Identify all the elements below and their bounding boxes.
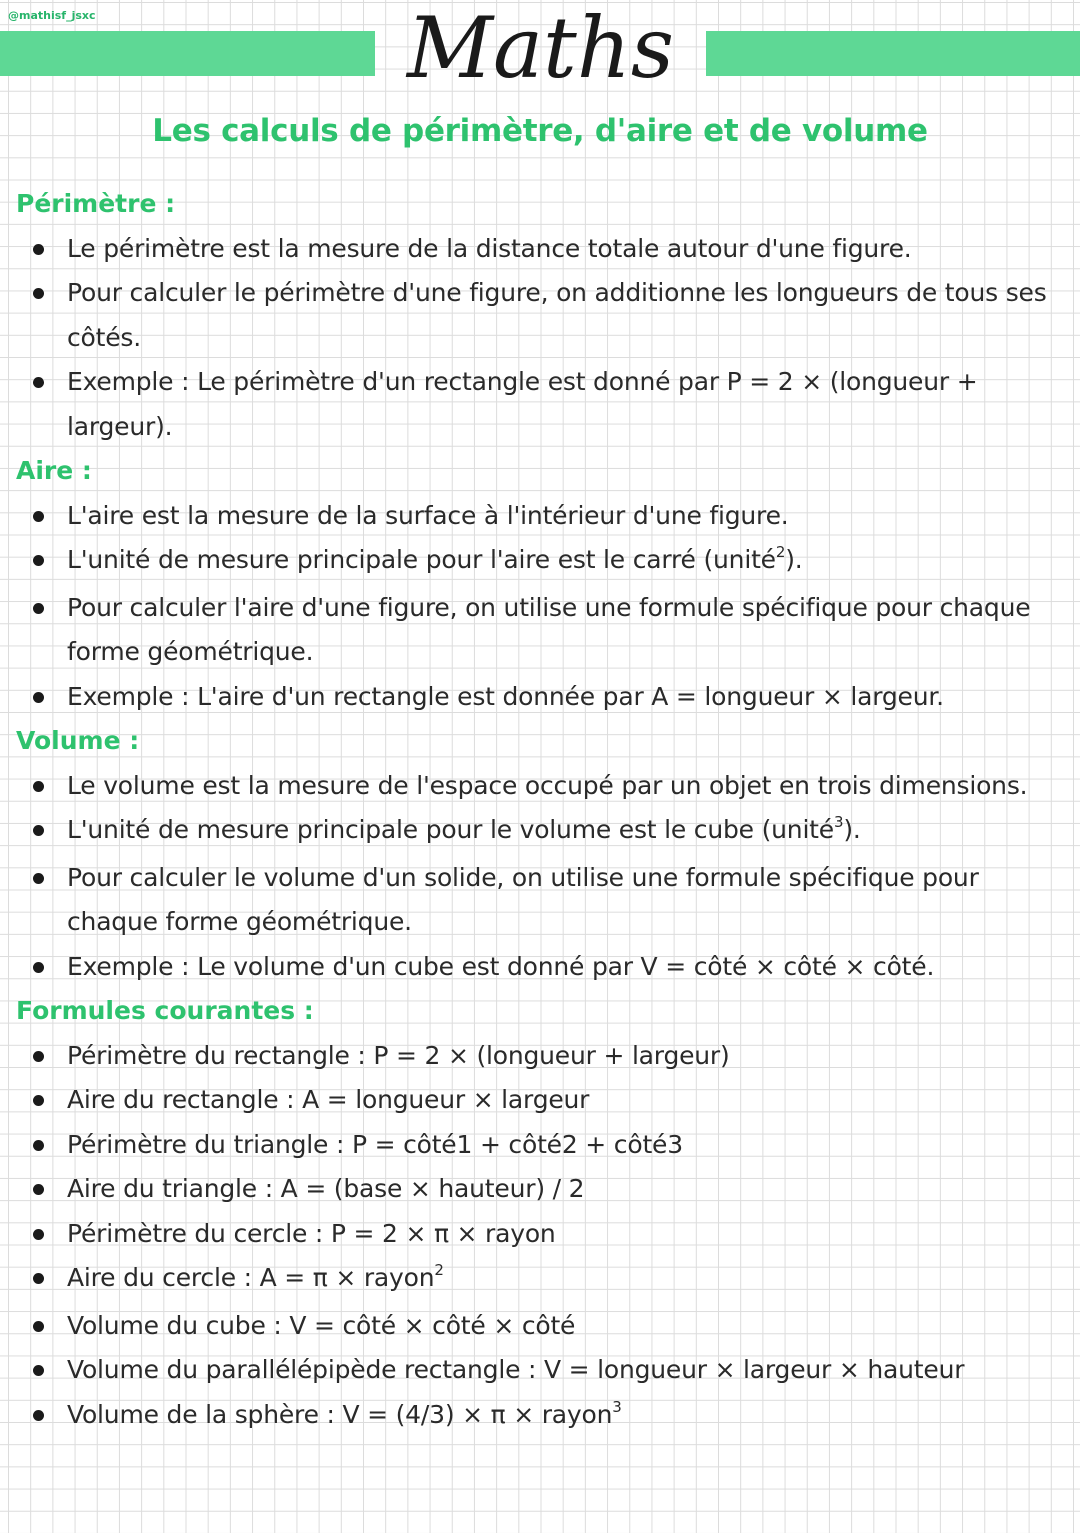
notes-content [0,182,1080,1440]
page-subtitle: Les calculs de périmètre, d'aire et de volume [152,113,928,149]
header-bar-right [706,31,1080,76]
bullet-text: L'unité de mesure principale pour le volume est le cube (unité [67,815,834,844]
bullet-item: Pour calculer l'aire d'une figure, on utilise une formule spécifique pour chaque forme géométrique. [0,586,1080,675]
bullet-text-end: ). [785,545,803,574]
bullet-item: Exemple : Le périmètre d'un rectangle est donné par P = 2 × (longueur + largeur). [0,360,1080,449]
superscript: 3 [612,1397,622,1416]
section-heading-formules: Formules courantes : [16,996,314,1025]
bullet-item: Le volume est la mesure de l'espace occupé par un objet en trois dimensions. [0,764,1080,809]
page-title: Maths [406,0,675,97]
formula-item: Volume du parallélépipède rectangle : V = longueur × largeur × hauteur [0,1348,1080,1393]
bullet-text-end: ). [843,815,861,844]
bullet-list-volume [0,764,1080,990]
header-bar-left [0,31,375,76]
bullet-item [0,808,1080,856]
bullet-text: L'unité de mesure principale pour l'aire est le carré (unité [67,545,776,574]
bullet-item: Le périmètre est la mesure de la distance totale autour d'une figure. [0,227,1080,272]
bullet-list-aire [0,494,1080,720]
bullet-item: Pour calculer le périmètre d'une figure, on additionne les longueurs de tous ses côtés. [0,271,1080,360]
section-heading-aire: Aire : [16,456,92,485]
bullet-list-perimetre [0,227,1080,450]
superscript: 2 [434,1261,444,1279]
formula-item: Aire du triangle : A = (base × hauteur) / 2 [0,1167,1080,1212]
section-heading-volume: Volume : [16,726,140,755]
section-perimetre [0,182,1080,449]
formula-item [0,1393,1080,1441]
formula-item: Aire du rectangle : A = longueur × largeur [0,1078,1080,1123]
formula-text: Volume de la sphère : V = (4/3) × π × rayon [67,1399,613,1429]
section-volume [0,719,1080,989]
formula-item: Périmètre du triangle : P = côté1 + côté2 + côté3 [0,1123,1080,1168]
bullet-item: L'aire est la mesure de la surface à l'intérieur d'une figure. [0,494,1080,539]
superscript: 2 [775,543,786,561]
section-heading-perimetre: Périmètre : [16,189,176,218]
formula-item: Volume du cube : V = côté × côté × côté [0,1304,1080,1349]
superscript: 3 [833,813,844,831]
formula-list [0,1034,1080,1441]
bullet-item: Pour calculer le volume d'un solide, on utilise une formule spécifique pour chaque forme géométrique. [0,856,1080,945]
section-formules [0,989,1080,1440]
formula-item: Périmètre du cercle : P = 2 × π × rayon [0,1212,1080,1257]
formula-item: Périmètre du rectangle : P = 2 × (longueur + largeur) [0,1034,1080,1079]
author-handle: @mathisf_jsxc [8,9,96,22]
bullet-item: Exemple : Le volume d'un cube est donné par V = côté × côté × côté. [0,945,1080,990]
formula-text: Aire du cercle : A = π × rayon [67,1263,435,1292]
bullet-item [0,538,1080,586]
section-aire [0,449,1080,719]
formula-item [0,1256,1080,1304]
bullet-item: Exemple : L'aire d'un rectangle est donnée par A = longueur × largeur. [0,675,1080,720]
